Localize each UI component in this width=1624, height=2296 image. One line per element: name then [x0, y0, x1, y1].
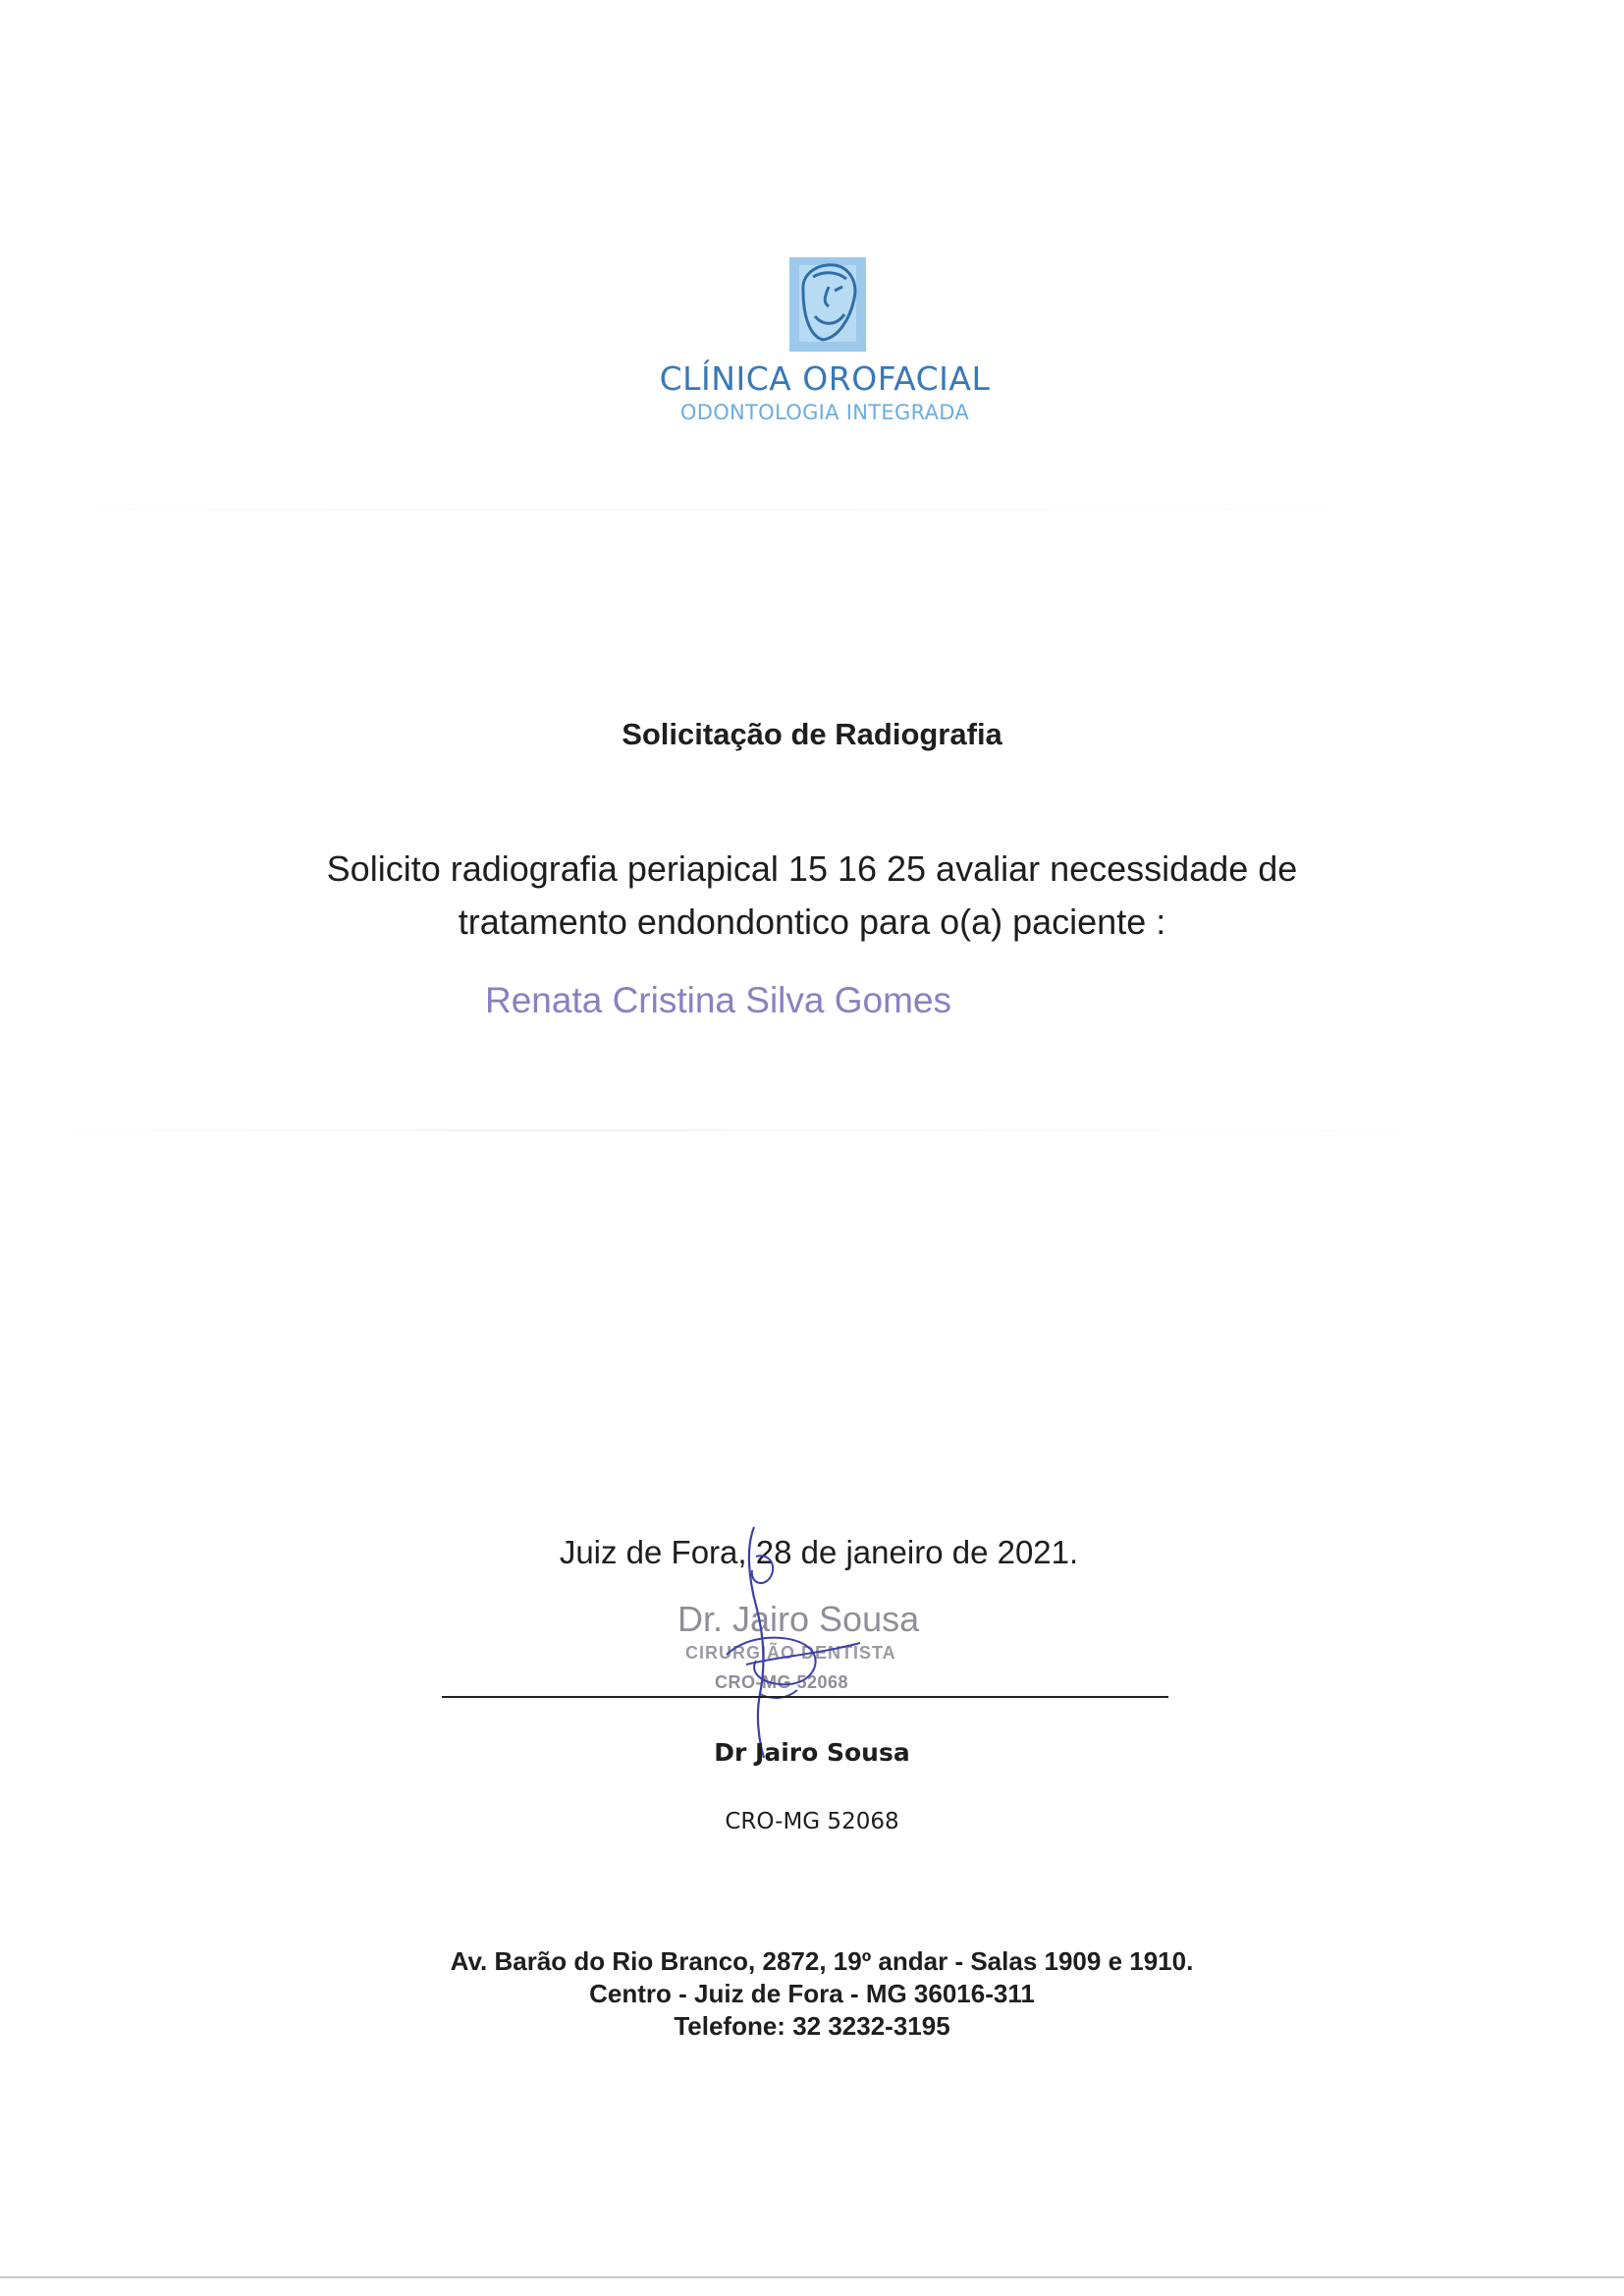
patient-name: Renata Cristina Silva Gomes: [485, 980, 952, 1020]
footer-phone: Telefone: 32 3232-3195: [674, 2011, 950, 2041]
footer-address: Av. Barão do Rio Branco, 2872, 19º andar - Salas 1909 e 1910.: [450, 1946, 1194, 1976]
stamp-role: CIRURGIÃO DENTISTA: [685, 1643, 896, 1663]
stamp-name: Dr. Jairo Sousa: [677, 1599, 920, 1639]
scan-edge: [0, 2276, 1624, 2278]
request-text-line-2: tratamento endondontico para o(a) paciente :: [458, 902, 1166, 942]
stamp-registration: CRO-MG 52068: [715, 1672, 849, 1692]
signature-line: [442, 1696, 1168, 1698]
place-and-date: Juiz de Fora, 28 de janeiro de 2021.: [559, 1534, 1079, 1570]
signer-name: Dr Jairo Sousa: [714, 1738, 910, 1767]
document-title: Solicitação de Radiografia: [622, 717, 1002, 751]
scan-artifact: [0, 509, 1624, 511]
request-text-line-1: Solicito radiografia periapical 15 16 25 avaliar necessidade de: [326, 848, 1298, 889]
clinic-name: CLÍNICA OROFACIAL: [659, 359, 991, 398]
footer-city: Centro - Juiz de Fora - MG 36016-311: [589, 1979, 1035, 2008]
clinic-subtitle: ODONTOLOGIA INTEGRADA: [679, 401, 970, 424]
smiling-face-logo-icon: [789, 257, 866, 352]
signer-registration: CRO-MG 52068: [725, 1809, 899, 1834]
handwritten-signature-icon: [687, 1517, 923, 1763]
scan-artifact: [0, 1129, 1624, 1131]
